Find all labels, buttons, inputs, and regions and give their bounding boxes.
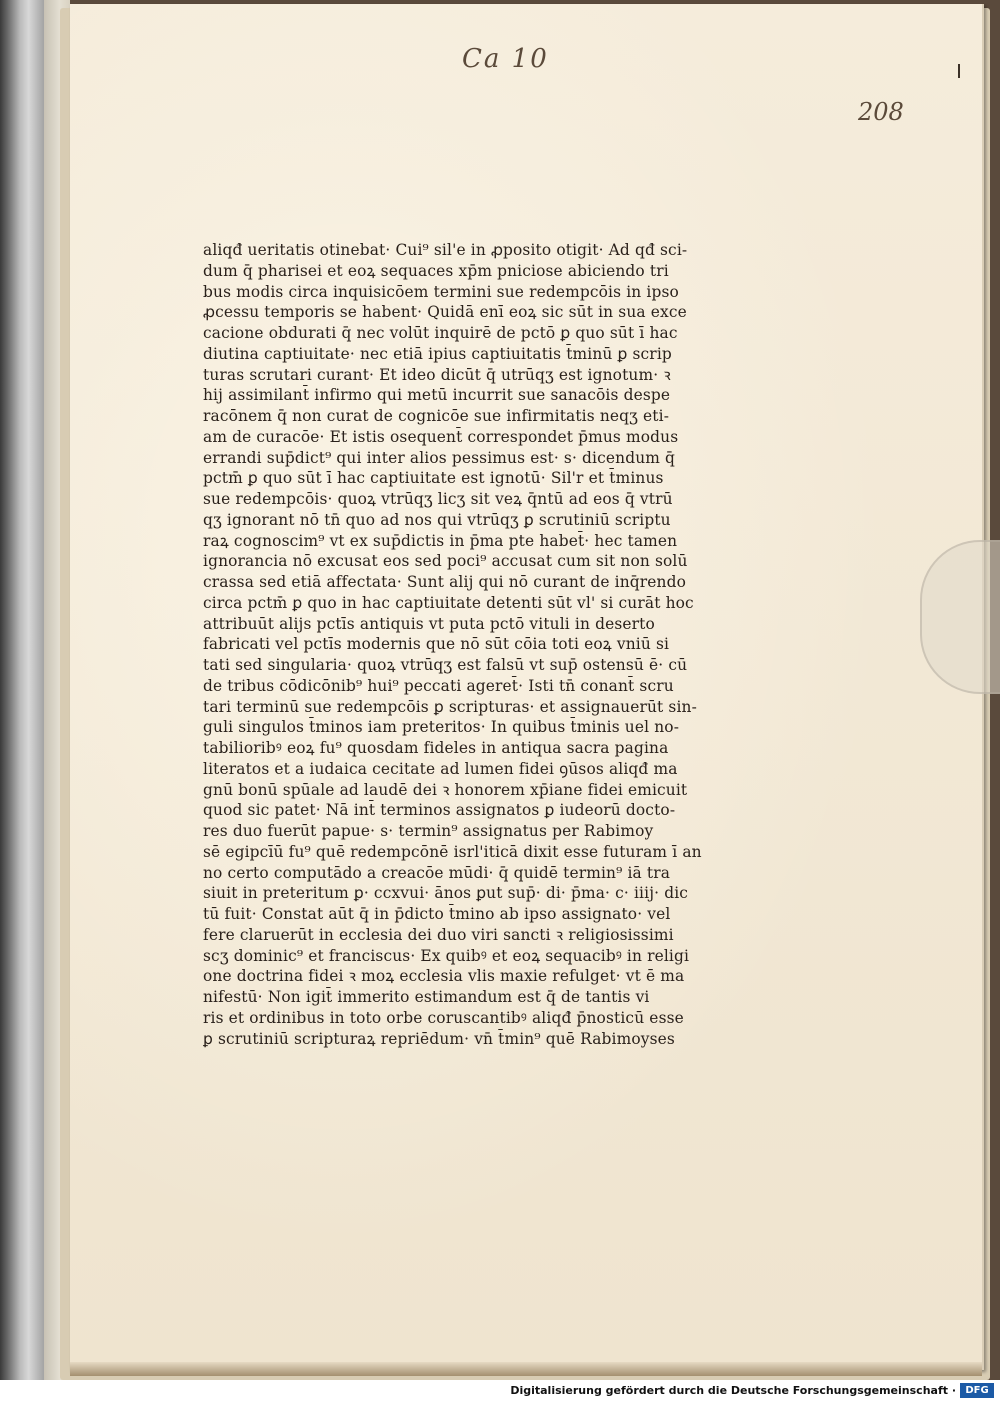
text-line: quod sic patet· Nā int̄ terminos assignatos ꝑ iudeorū docto-	[203, 801, 676, 820]
text-line: tari terminū sue redempcōis ꝑ scripturas· et assignauerūt sin-	[203, 697, 697, 716]
text-line: cacione obdurati q̄ nec volūt inquirē de pctō ꝑ quo sūt ī hac	[203, 324, 678, 342]
text-line: qʒ ignorant nō tn̄ quo ad nos qui vtrūqʒ ꝑ scrutiniū scriptu	[203, 510, 671, 529]
text-line: res duo fuerūt papue· s· termin⁹ assignatus per Rabimoy	[203, 822, 654, 840]
text-line: tati sed singularia· quoꝝ vtrūqʒ est falsū vt sup̄ ostensū ē· cū	[203, 656, 688, 674]
funding-credit: Digitalisierung gefördert durch die Deutsche Forschungsgemeinschaft ·	[510, 1384, 956, 1397]
text-line: errandi sup̄dict⁹ qui inter alios pessimus est· s· dicendum q̄	[203, 448, 676, 467]
text-line: one doctrina fidei ꝛ moꝝ ecclesia vlis maxie refulget· vt ē ma	[203, 967, 685, 986]
printed-text-block	[203, 240, 725, 1100]
text-line: literatos et a iudaica cecitate ad lumen fidei ꝯūsos aliqđ ma	[203, 759, 678, 778]
edge-mark	[958, 64, 960, 78]
dfg-logo: DFG	[960, 1383, 994, 1398]
text-line: diutina captiuitate· nec etiā ipius captiuitatis t̄minū ꝑ scrip	[203, 344, 672, 363]
chapter-note: Ca 10	[462, 44, 549, 74]
text-line: raꝝ cognoscim⁹ vt ex sup̄dictis in p̄ma pte habet̄· hec tamen	[203, 531, 678, 550]
text-line: circa pctm̄ ꝑ quo in hac captiuitate detenti sūt vl' si curāt hoc	[203, 593, 694, 612]
text-line: guli singulos t̄minos iam preteritos· In quibus t̄minis uel no-	[203, 718, 680, 737]
text-line: ꝑ scrutiniū scripturaꝝ repriēdum· vn̄ t̄min⁹ quē Rabimoyses	[203, 1029, 675, 1048]
text-line: scʒ dominic⁹ et franciscus· Ex quibꝰ et eoꝝ sequacibꝰ in religi	[203, 946, 690, 965]
text-line: nifestū· Non igit̄ immerito estimandum est q̄ de tantis vi	[203, 988, 650, 1006]
text-line: hij assimilant̄ infirmo qui metū incurrit sue sanacōis despe	[203, 386, 671, 405]
book-binding	[0, 0, 44, 1380]
folio-number: 208	[858, 98, 904, 126]
page-bottom-edge	[70, 1362, 982, 1376]
text-line: attribuūt alijs pctīs antiquis vt puta pctō vituli in deserto	[203, 614, 655, 633]
text-line: tabilioribꝰ eoꝝ fu⁹ quosdam fideles in antiqua sacra pagina	[203, 739, 669, 757]
text-line: gnū bonū spūale ad laudē dei ꝛ honorem xp̄iane fidei emicuit	[203, 780, 688, 799]
text-line: fabricati vel pctīs modernis que nō sūt cōia toti eoꝝ vniū si	[203, 635, 670, 654]
text-line: dum q̄ pharisei et eoꝝ sequaces xp̄m pniciose abiciendo tri	[203, 261, 669, 280]
text-line: racōnem q̄ non curat de cognicōe sue infirmitatis neqʒ eti-	[203, 407, 670, 425]
text-line: crassa sed etiā affectata· Sunt alij qui nō curant de inq̄rendo	[203, 573, 687, 591]
text-line: ꝓcessu temporis se habent· Quidā enī eoꝝ sic sūt in sua exce	[203, 303, 687, 322]
paper-fold-tab	[920, 540, 1000, 694]
text-line: sē egipcīū fu⁹ quē redempcōnē isrl'iticā dixit esse futuram ī an	[203, 842, 702, 861]
text-line: aliqđ ueritatis otinebat· Cui⁹ sil'e in ꝓposito otigit· Ad qđ sci-	[203, 241, 688, 259]
text-line: ignorancia nō excusat eos sed poci⁹ accusat cum sit non solū	[203, 552, 688, 571]
text-line: tū fuit· Constat aūt q̄ in p̄dicto t̄mino ab ipso assignato· vel	[203, 905, 671, 923]
text-line: am de curacōe· Et istis osequent̄ correspondet p̄mus modus	[203, 427, 679, 446]
text-line: sue redempcōis· quoꝝ vtrūqʒ licʒ sit veꝝ q̄ntū ad eos q̄ vtrū	[203, 490, 673, 508]
text-line: pctm̄ ꝑ quo sūt ī hac captiuitate est ignotū· Sil'r et t̄minus	[203, 469, 664, 488]
text-line: siuit in preteritum ꝑ· ccxvui· ānos ꝑut sup̄· di· p̄ma· c· iiij· dic	[203, 884, 689, 903]
text-line: no certo computādo a creacōe mūdi· q̄ quidē termin⁹ iā tra	[203, 863, 671, 882]
text-line: bus modis circa inquisicōem termini sue redempcōis in ipso	[203, 282, 679, 301]
text-line: fere claruerūt in ecclesia dei duo viri sancti ꝛ religiosissimi	[203, 925, 674, 944]
text-line: turas scrutari curant· Et ideo dicūt q̄ utrūqʒ est ignotum· ꝛ	[203, 365, 671, 384]
text-line: de tribus cōdicōnib⁹ hui⁹ peccati ageret̄· Isti tn̄ conant̄ scru	[203, 676, 674, 695]
text-line: ris et ordinibus in toto orbe coruscantibꝰ aliqđ p̄nosticū esse	[203, 1008, 684, 1027]
footer-bar	[0, 1380, 1000, 1402]
